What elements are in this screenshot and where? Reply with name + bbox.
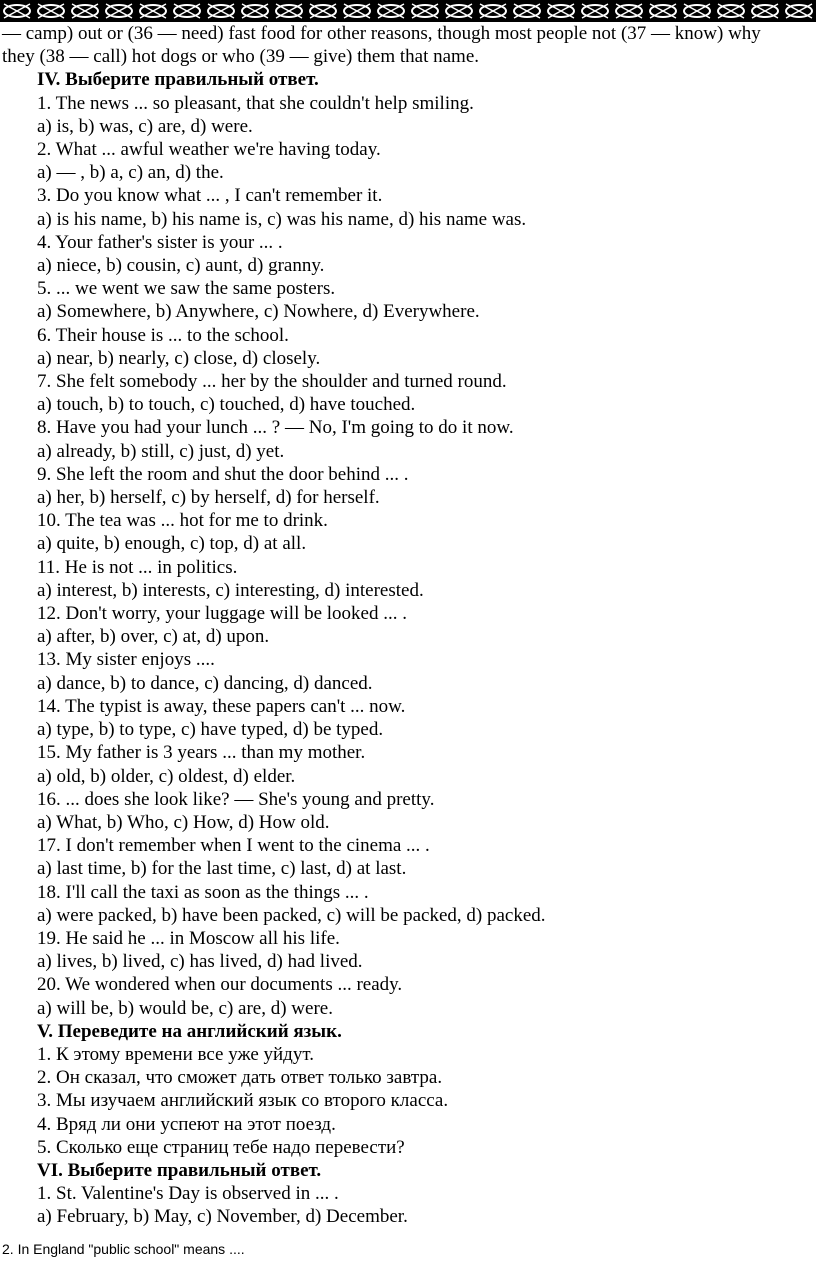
translation-item-1: 1. К этому времени все уже уйдут. — [37, 1043, 314, 1065]
question-4: 4. Your father's sister is your ... . — [37, 231, 283, 253]
answer-options-3: a) is his name, b) his name is, c) was his name, d) his name was. — [37, 208, 527, 230]
answer-options-18: a) were packed, b) have been packed, c) will be packed, d) packed. — [37, 904, 546, 926]
answer-options-9: a) her, b) herself, c) by herself, d) for herself. — [37, 487, 380, 509]
text-block — [0, 22, 816, 1229]
answer-options-13: a) dance, b) to dance, c) dancing, d) danced. — [37, 672, 373, 694]
translation-item-2: 2. Он сказал, что сможет дать ответ только завтра. — [37, 1067, 443, 1089]
answer-options-16: a) What, b) Who, c) How, d) How old. — [37, 811, 330, 833]
question-14: 14. The typist is away, these papers can't ... now. — [37, 695, 406, 717]
question-6: 6. Their house is ... to the school. — [37, 324, 289, 346]
section-5-sentences — [0, 1043, 816, 1159]
question-8: 8. Have you had your lunch ... ? — No, I'm going to do it now. — [37, 417, 514, 439]
question-16: 16. ... does she look like? — She's young and pretty. — [37, 788, 435, 810]
question-5: 5. ... we went we saw the same posters. — [37, 278, 336, 300]
section-6-answer-options-1: a) February, b) May, c) November, d) December. — [37, 1206, 408, 1228]
answer-options-2: a) — , b) a, c) an, d) the. — [37, 162, 224, 184]
answer-options-1: a) is, b) was, c) are, d) were. — [37, 115, 253, 137]
answer-options-5: a) Somewhere, b) Anywhere, c) Nowhere, d) Everywhere. — [37, 301, 480, 323]
question-18: 18. I'll call the taxi as soon as the things ... . — [37, 881, 369, 903]
question-3: 3. Do you know what ... , I can't remember it. — [37, 185, 383, 207]
chain-border-icon — [0, 0, 816, 22]
answer-options-15: a) old, b) older, c) oldest, d) elder. — [37, 765, 296, 787]
translation-item-3: 3. Мы изучаем английский язык со второго класса. — [37, 1090, 449, 1112]
answer-options-11: a) interest, b) interests, c) interesting, d) interested. — [37, 579, 424, 601]
question-17: 17. I don't remember when I went to the cinema ... . — [37, 835, 430, 857]
question-9: 9. She left the room and shut the door behind ... . — [37, 463, 409, 485]
answer-options-20: a) will be, b) would be, c) are, d) were. — [37, 997, 333, 1019]
answer-options-19: a) lives, b) lived, c) has lived, d) had lived. — [37, 951, 363, 973]
section-4-heading: IV. Выберите правильный ответ. — [37, 69, 319, 91]
question-15: 15. My father is 3 years ... than my mother. — [37, 742, 366, 764]
footer-question: 2. In England "public school" means .... — [2, 1241, 245, 1257]
translation-item-5: 5. Сколько еще страниц тебе надо перевести? — [37, 1136, 405, 1158]
answer-options-4: a) niece, b) cousin, c) aunt, d) granny. — [37, 255, 325, 277]
question-12: 12. Don't worry, your luggage will be looked ... . — [37, 603, 407, 625]
answer-options-10: a) quite, b) enough, c) top, d) at all. — [37, 533, 307, 555]
answer-options-12: a) after, b) over, c) at, d) upon. — [37, 626, 270, 648]
intro-line-2: they (38 — call) hot dogs or who (39 — give) them that name. — [2, 46, 480, 68]
question-7: 7. She felt somebody ... her by the shoulder and turned round. — [37, 371, 507, 393]
section-5-heading: V. Переведите на английский язык. — [37, 1020, 342, 1042]
answer-options-17: a) last time, b) for the last time, c) last, d) at last. — [37, 858, 407, 880]
question-1: 1. The news ... so pleasant, that she couldn't help smiling. — [37, 92, 474, 114]
question-13: 13. My sister enjoys .... — [37, 649, 215, 671]
answer-options-14: a) type, b) to type, c) have typed, d) be typed. — [37, 719, 384, 741]
question-2: 2. What ... awful weather we're having today. — [37, 139, 381, 161]
question-19: 19. He said he ... in Moscow all his life. — [37, 927, 340, 949]
section-4-questions — [0, 92, 816, 1020]
answer-options-6: a) near, b) nearly, c) close, d) closely. — [37, 347, 321, 369]
intro-line-1: — camp) out or (36 — need) fast food for other reasons, though most people not (37 — know) why — [2, 23, 761, 44]
section-6-question-1: 1. St. Valentine's Day is observed in ... . — [37, 1183, 339, 1205]
question-10: 10. The tea was ... hot for me to drink. — [37, 510, 328, 532]
question-11: 11. He is not ... in politics. — [37, 556, 238, 578]
decorative-border — [0, 0, 816, 22]
answer-options-7: a) touch, b) to touch, c) touched, d) have touched. — [37, 394, 416, 416]
translation-item-4: 4. Вряд ли они успеют на этот поезд. — [37, 1113, 336, 1135]
section-6-heading: VI. Выберите правильный ответ. — [37, 1159, 322, 1181]
answer-options-8: a) already, b) still, c) just, d) yet. — [37, 440, 285, 462]
question-20: 20. We wondered when our documents ... ready. — [37, 974, 403, 996]
